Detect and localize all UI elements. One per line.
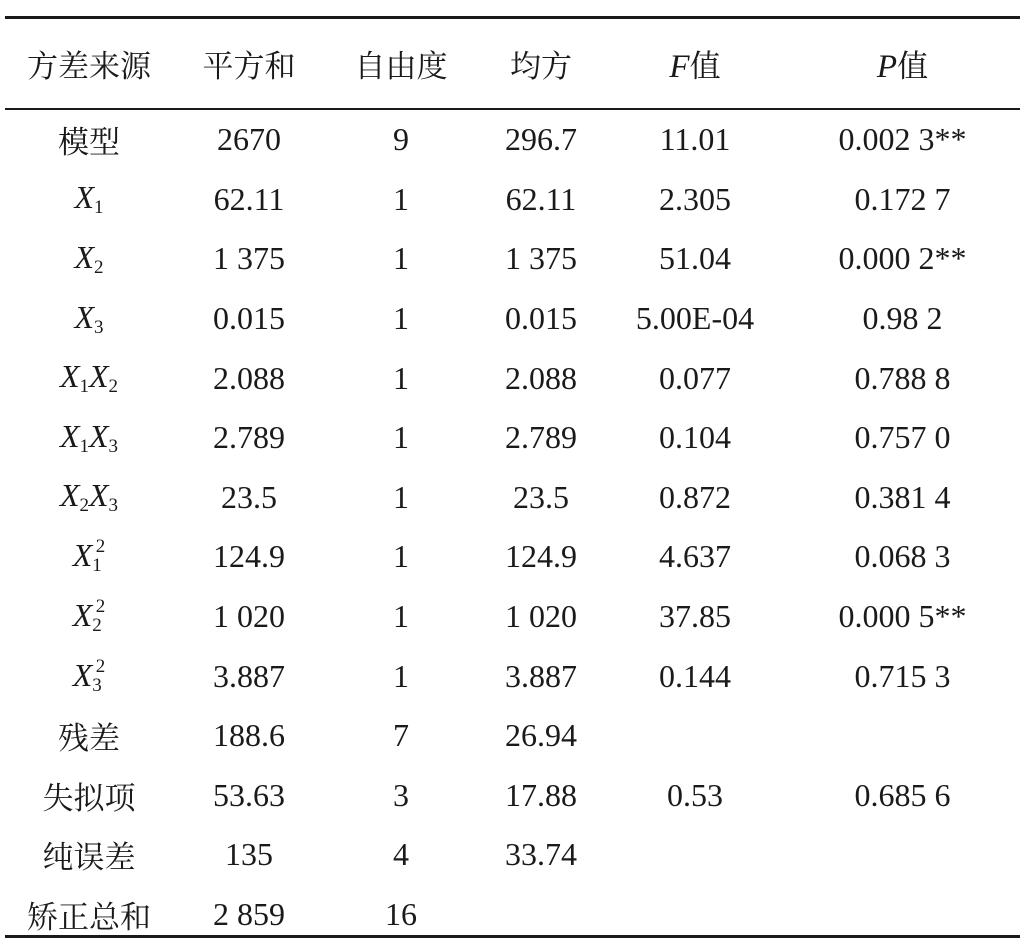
cell-f-value: 4.637 bbox=[659, 538, 731, 575]
cell-mean-square: 124.9 bbox=[505, 538, 577, 575]
cell-sum-of-squares: 1 020 bbox=[213, 598, 285, 635]
table-row bbox=[5, 170, 1020, 230]
cell-source bbox=[5, 885, 173, 945]
header-source: 方差来源 bbox=[27, 48, 151, 85]
factor-subscript: 1 bbox=[79, 435, 89, 457]
cell-f-value: 2.305 bbox=[659, 180, 731, 217]
cell-sum-of-squares: 2.088 bbox=[213, 359, 285, 396]
table-row bbox=[5, 348, 1020, 408]
table-row bbox=[5, 289, 1020, 349]
cell-mean-square: 23.5 bbox=[513, 478, 569, 515]
cell-f-value: 0.872 bbox=[659, 478, 731, 515]
cell-p-value: 0.685 6 bbox=[854, 776, 951, 813]
factor-symbol: X bbox=[59, 477, 80, 514]
cell-source bbox=[5, 468, 173, 528]
cell-degrees-of-freedom: 1 bbox=[393, 657, 409, 694]
cell-source bbox=[5, 587, 173, 647]
cell-source bbox=[5, 170, 173, 230]
cell-degrees-of-freedom: 1 bbox=[393, 419, 409, 456]
cell-p-value: 0.002 3** bbox=[838, 121, 967, 158]
source-label: 纯误差 bbox=[42, 840, 136, 877]
cell-mean-square: 0.015 bbox=[505, 300, 577, 337]
cell-f-value bbox=[605, 825, 785, 885]
factor-superscript: 2 bbox=[95, 536, 106, 558]
source-label: 模型 bbox=[58, 125, 120, 162]
cell-sum-of-squares: 2 859 bbox=[213, 896, 285, 933]
factor-subscript: 2 bbox=[108, 376, 119, 398]
source-label: 残差 bbox=[58, 721, 120, 758]
header-mean-square: 均方 bbox=[510, 48, 572, 85]
cell-source bbox=[5, 706, 173, 766]
cell-degrees-of-freedom: 1 bbox=[393, 180, 409, 217]
cell-degrees-of-freedom: 1 bbox=[393, 240, 409, 277]
cell-sum-of-squares: 2.789 bbox=[213, 419, 285, 456]
table-row bbox=[5, 646, 1020, 706]
factor-subscript: 2 bbox=[94, 256, 104, 278]
header-p-value: P值 bbox=[876, 48, 929, 85]
factor-symbol: X bbox=[89, 417, 109, 454]
cell-f-value: 0.53 bbox=[667, 776, 723, 813]
header-degrees-of-freedom: 自由度 bbox=[354, 48, 448, 85]
factor-subscript: 1 bbox=[92, 555, 102, 577]
cell-source bbox=[5, 527, 173, 587]
cell-degrees-of-freedom: 3 bbox=[393, 776, 409, 813]
cell-p-value: 0.000 5** bbox=[838, 598, 967, 635]
factor-subscript: 3 bbox=[94, 316, 104, 338]
factor-subscript: 3 bbox=[108, 495, 119, 517]
cell-degrees-of-freedom: 16 bbox=[385, 896, 417, 933]
cell-degrees-of-freedom: 1 bbox=[393, 478, 409, 515]
cell-sum-of-squares: 188.6 bbox=[213, 717, 285, 754]
header-f-value: F值 bbox=[669, 48, 721, 85]
factor-subscript: 1 bbox=[79, 376, 89, 398]
cell-sum-of-squares: 53.63 bbox=[213, 776, 285, 813]
cell-source bbox=[5, 289, 173, 349]
cell-degrees-of-freedom: 9 bbox=[393, 121, 409, 158]
cell-sum-of-squares: 2670 bbox=[217, 121, 281, 158]
cell-mean-square: 1 020 bbox=[505, 598, 577, 635]
factor-symbol: X bbox=[89, 358, 109, 395]
factor-symbol: X bbox=[74, 298, 95, 335]
cell-mean-square bbox=[477, 885, 605, 945]
table-row bbox=[5, 110, 1020, 170]
table-row bbox=[5, 468, 1020, 528]
cell-p-value bbox=[785, 706, 1020, 766]
cell-p-value: 0.788 8 bbox=[854, 359, 951, 396]
table-row bbox=[5, 885, 1020, 945]
cell-mean-square: 1 375 bbox=[505, 240, 577, 277]
factor-subscript: 3 bbox=[92, 674, 102, 696]
factor-symbol: X bbox=[74, 179, 95, 216]
cell-f-value: 0.077 bbox=[659, 359, 731, 396]
cell-mean-square: 296.7 bbox=[505, 121, 577, 158]
cell-sum-of-squares: 1 375 bbox=[213, 240, 285, 277]
cell-mean-square: 26.94 bbox=[505, 717, 577, 754]
factor-symbol: X bbox=[89, 477, 109, 514]
cell-f-value: 51.04 bbox=[659, 240, 731, 277]
cell-mean-square: 17.88 bbox=[505, 776, 577, 813]
table-header bbox=[5, 16, 1020, 110]
table-row bbox=[5, 766, 1020, 826]
cell-degrees-of-freedom: 1 bbox=[393, 300, 409, 337]
cell-sum-of-squares: 62.11 bbox=[213, 180, 285, 217]
cell-source bbox=[5, 646, 173, 706]
table-row bbox=[5, 229, 1020, 289]
factor-symbol: X bbox=[59, 417, 80, 454]
table-row bbox=[5, 527, 1020, 587]
cell-sum-of-squares: 135 bbox=[225, 836, 273, 873]
factor-superscript: 2 bbox=[95, 596, 106, 618]
factor-symbol: X bbox=[72, 597, 93, 634]
cell-p-value bbox=[785, 825, 1020, 885]
cell-degrees-of-freedom: 1 bbox=[393, 359, 409, 396]
header-sum-of-squares: 平方和 bbox=[202, 48, 296, 85]
cell-p-value: 0.381 4 bbox=[854, 478, 951, 515]
cell-f-value: 0.104 bbox=[659, 419, 731, 456]
cell-p-value: 0.98 2 bbox=[862, 300, 943, 337]
source-label: 失拟项 bbox=[42, 780, 136, 817]
cell-source bbox=[5, 408, 173, 468]
anova-table bbox=[5, 16, 1020, 944]
cell-mean-square: 2.088 bbox=[505, 359, 577, 396]
cell-sum-of-squares: 3.887 bbox=[213, 657, 285, 694]
table-row bbox=[5, 587, 1020, 647]
cell-mean-square: 3.887 bbox=[505, 657, 577, 694]
cell-p-value: 0.715 3 bbox=[854, 657, 951, 694]
cell-sum-of-squares: 23.5 bbox=[221, 478, 277, 515]
factor-symbol: X bbox=[59, 358, 80, 395]
table-row bbox=[5, 706, 1020, 766]
cell-mean-square: 62.11 bbox=[505, 180, 577, 217]
factor-superscript: 2 bbox=[95, 655, 106, 677]
cell-p-value: 0.068 3 bbox=[854, 538, 951, 575]
factor-subscript: 2 bbox=[79, 495, 89, 517]
cell-f-value: 11.01 bbox=[659, 121, 731, 158]
cell-source bbox=[5, 825, 173, 885]
cell-degrees-of-freedom: 4 bbox=[393, 836, 409, 873]
cell-mean-square: 2.789 bbox=[505, 419, 577, 456]
factor-subscript: 3 bbox=[108, 435, 119, 457]
cell-degrees-of-freedom: 1 bbox=[393, 538, 409, 575]
cell-degrees-of-freedom: 1 bbox=[393, 598, 409, 635]
factor-subscript: 1 bbox=[94, 197, 104, 219]
cell-mean-square: 33.74 bbox=[505, 836, 577, 873]
cell-p-value: 0.172 7 bbox=[854, 180, 951, 217]
cell-f-value bbox=[605, 885, 785, 945]
cell-p-value bbox=[785, 885, 1020, 945]
table-row bbox=[5, 408, 1020, 468]
cell-p-value: 0.000 2** bbox=[838, 240, 967, 277]
cell-source bbox=[5, 110, 173, 170]
cell-p-value: 0.757 0 bbox=[854, 419, 951, 456]
cell-degrees-of-freedom: 7 bbox=[393, 717, 409, 754]
factor-symbol: X bbox=[72, 656, 93, 693]
cell-f-value: 5.00E-04 bbox=[635, 300, 755, 337]
cell-source bbox=[5, 229, 173, 289]
cell-f-value: 37.85 bbox=[659, 598, 731, 635]
cell-source bbox=[5, 766, 173, 826]
table-row bbox=[5, 825, 1020, 885]
factor-symbol: X bbox=[72, 537, 93, 574]
factor-subscript: 2 bbox=[92, 615, 102, 637]
cell-sum-of-squares: 0.015 bbox=[213, 300, 285, 337]
cell-f-value: 0.144 bbox=[659, 657, 731, 694]
source-label: 矫正总和 bbox=[27, 900, 151, 937]
cell-f-value bbox=[605, 706, 785, 766]
table-body bbox=[5, 110, 1020, 944]
cell-source bbox=[5, 348, 173, 408]
header-row bbox=[5, 16, 1020, 110]
factor-symbol: X bbox=[74, 238, 95, 275]
cell-sum-of-squares: 124.9 bbox=[213, 538, 285, 575]
